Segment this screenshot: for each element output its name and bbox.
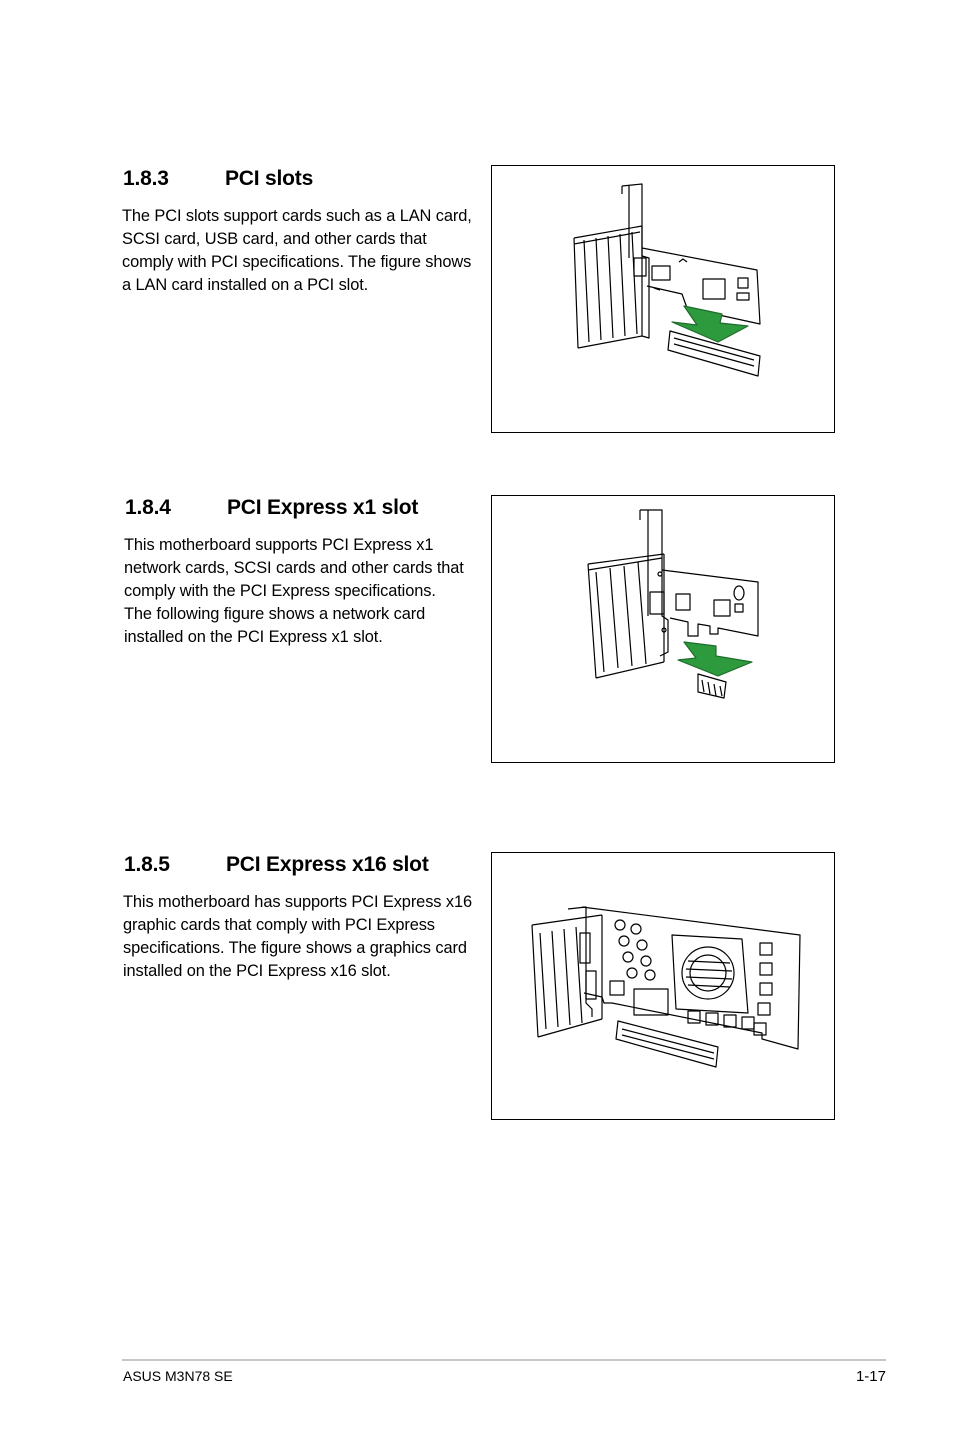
figure-lan-card — [491, 165, 835, 433]
section-title: PCI Express x1 slot — [227, 496, 419, 519]
network-card-illustration — [492, 496, 836, 764]
graphics-card-illustration — [492, 853, 836, 1121]
section-number: 1.8.5 — [124, 853, 170, 876]
section-body: This motherboard has supports PCI Express x16 graphic cards that comply with PCI Express specifications. The figure shows a graphics card installed on the PCI Express x16 slot. — [123, 893, 472, 980]
footer-product-name: ASUS M3N78 SE — [123, 1368, 233, 1384]
lan-card-illustration — [492, 166, 836, 434]
footer-page-number: 1-17 — [855, 1368, 886, 1385]
section-body: This motherboard supports PCI Express x1 network cards, SCSI cards and other cards that comply with the PCI Express specifications. The following figure shows a network card installed on the PCI Express x1 slot. — [124, 536, 464, 646]
section-title: PCI slots — [225, 167, 314, 190]
figure-network-card — [491, 495, 835, 763]
section-number: 1.8.4 — [125, 496, 171, 519]
section-body: The PCI slots support cards such as a LAN card, SCSI card, USB card, and other cards that comply with PCI specifications. The figure shows a LAN card installed on a PCI slot. — [122, 207, 472, 294]
figure-graphics-card — [491, 852, 835, 1120]
footer-divider — [122, 1359, 886, 1361]
section-number: 1.8.3 — [123, 167, 169, 190]
section-title: PCI Express x16 slot — [226, 853, 429, 876]
